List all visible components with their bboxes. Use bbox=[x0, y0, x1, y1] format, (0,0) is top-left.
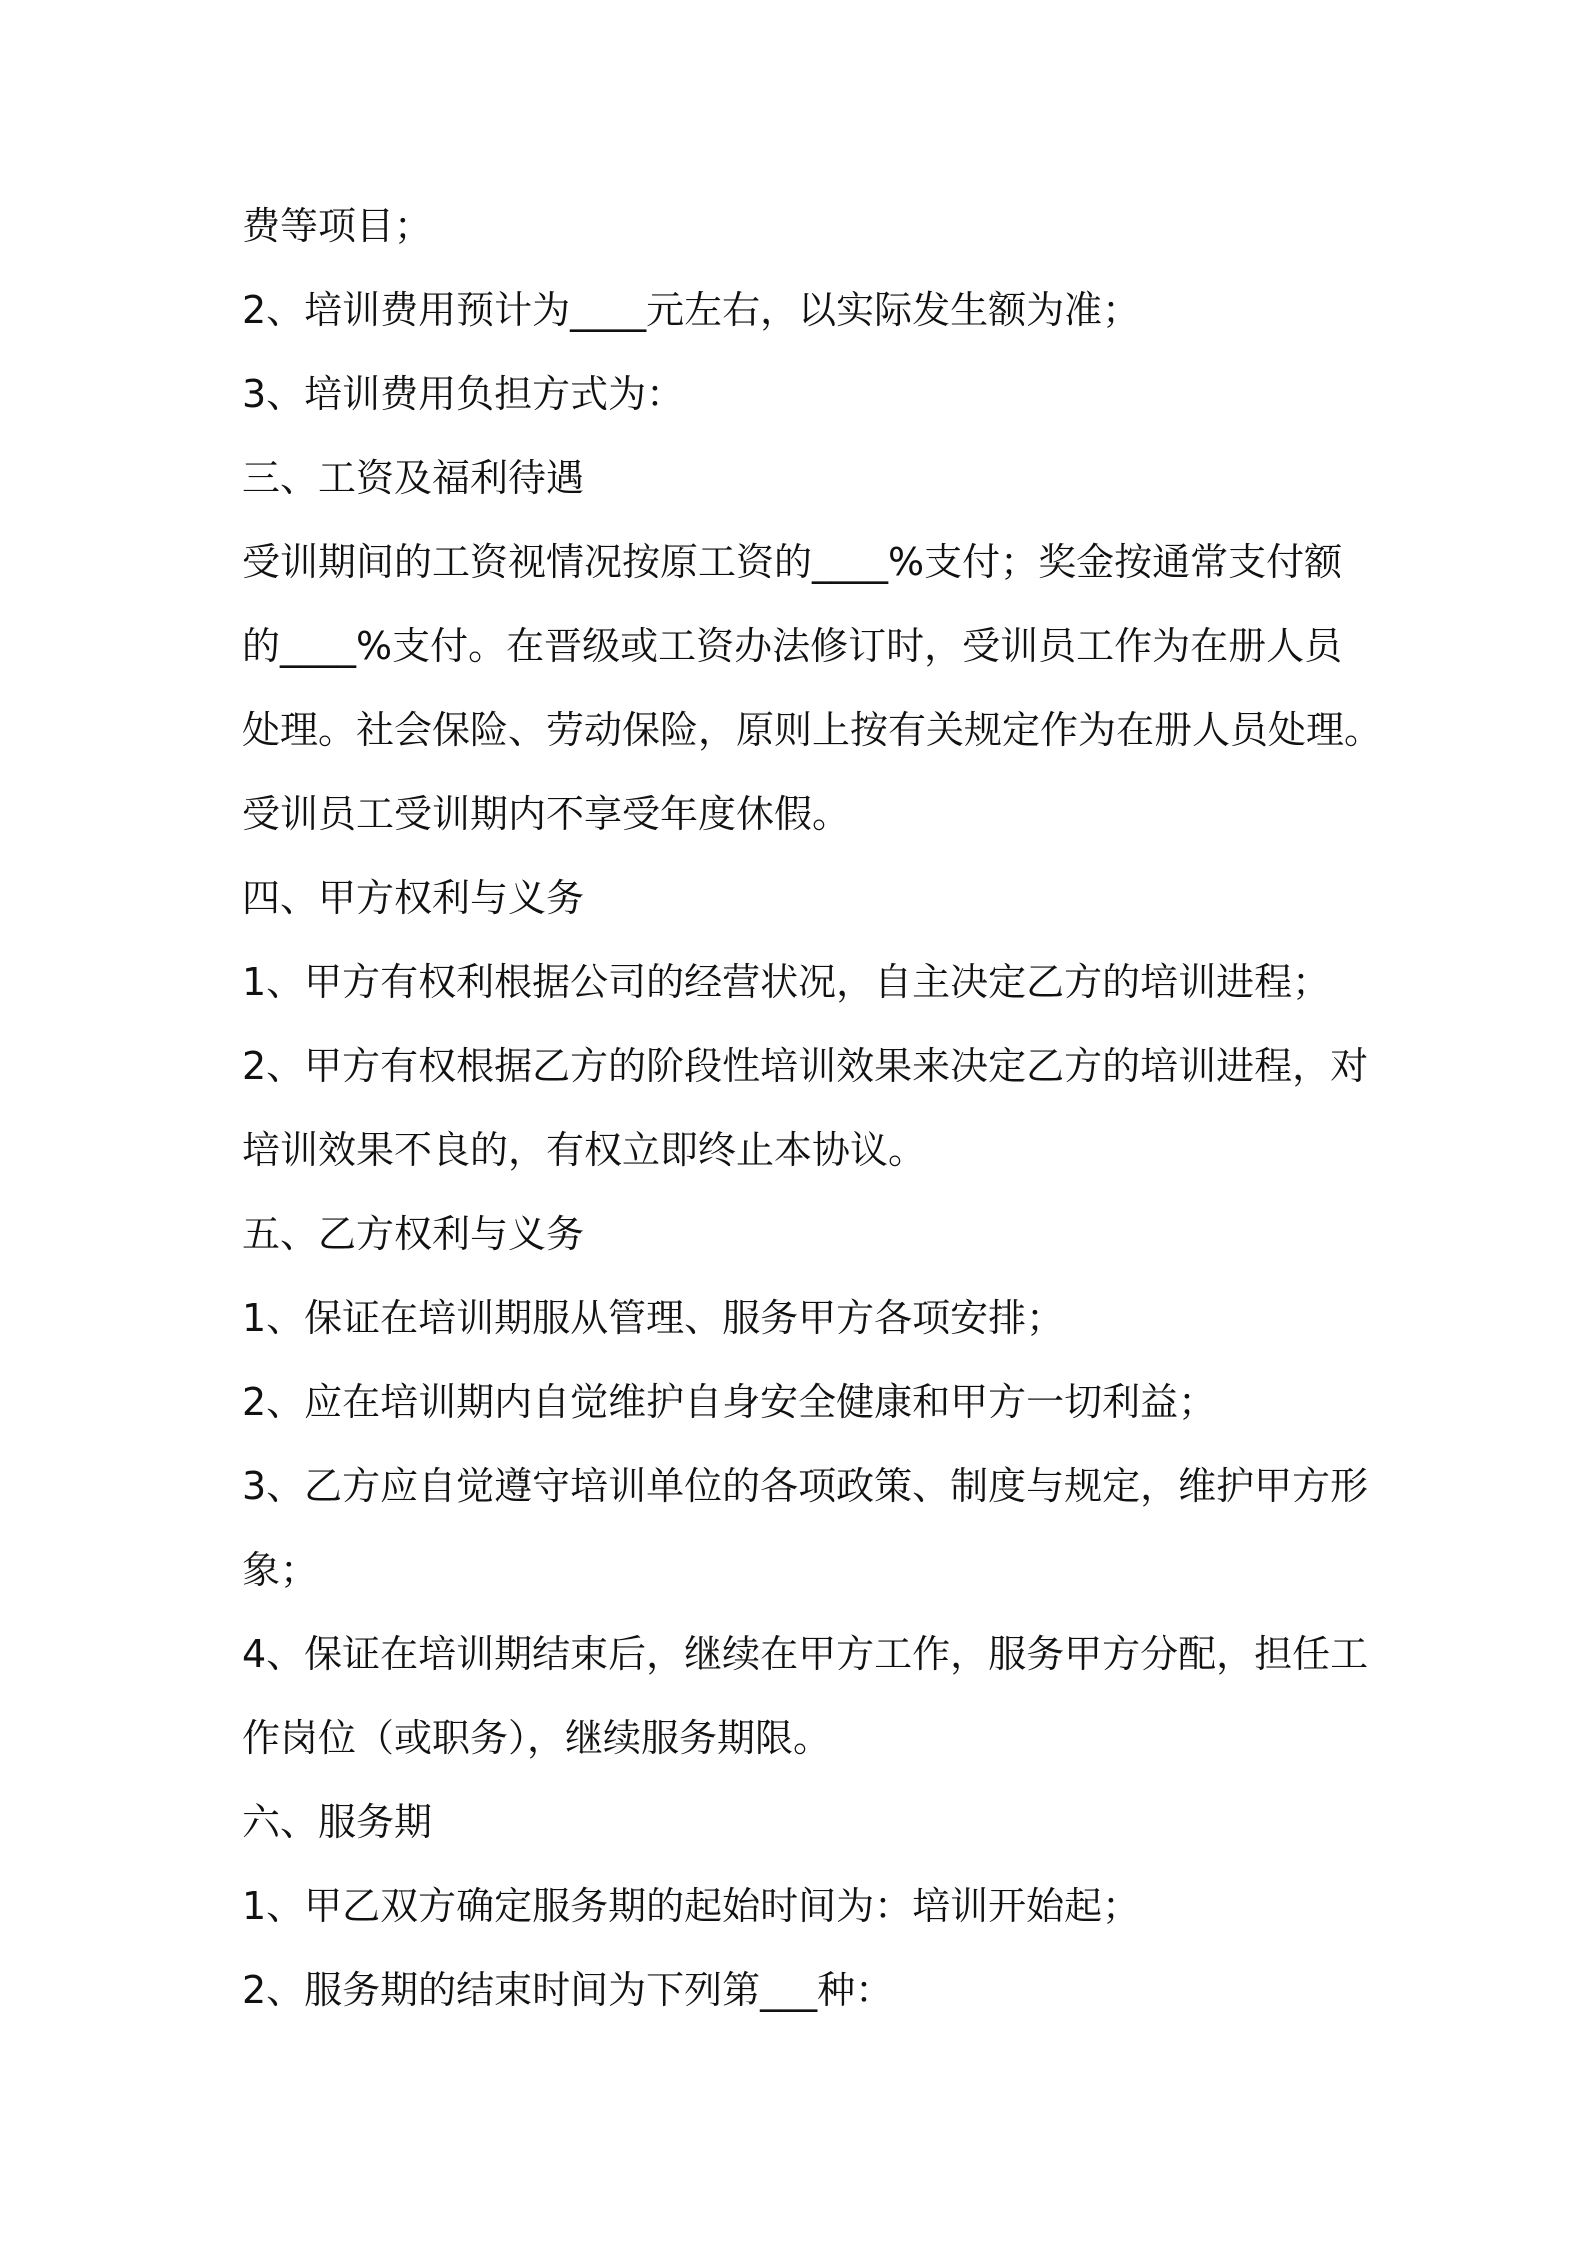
section-heading: 四、甲方权利与义务 bbox=[242, 876, 585, 920]
paragraph-line: 处理。社会保险、劳动保险，原则上按有关规定作为在册人员处理。 bbox=[242, 708, 1383, 752]
list-item bbox=[242, 1444, 1586, 1612]
list-item-line: 1、甲乙双方确定服务期的起始时间为：培训开始起； bbox=[242, 1884, 1141, 1928]
list-item-line: 2、培训费用预计为____元左右，以实际发生额为准； bbox=[242, 288, 1141, 332]
paragraph bbox=[242, 520, 1586, 856]
list-item-line: 2、甲方有权根据乙方的阶段性培训效果来决定乙方的培训进程，对 bbox=[242, 1044, 1369, 1088]
paragraph-line: 受训员工受训期内不享受年度休假。 bbox=[242, 792, 851, 836]
list-item bbox=[242, 268, 1586, 352]
section-wages-benefits bbox=[242, 436, 1586, 856]
list-item bbox=[242, 1864, 1586, 1948]
list-item-line: 3、培训费用负担方式为： bbox=[242, 372, 685, 416]
list-item-line: 2、服务期的结束时间为下列第___种： bbox=[242, 1968, 894, 2012]
list-item-line: 象； bbox=[242, 1548, 319, 1592]
list-item bbox=[242, 1612, 1586, 1780]
list-item bbox=[242, 352, 1586, 436]
section-heading: 五、乙方权利与义务 bbox=[242, 1212, 585, 1256]
list-item-line: 2、应在培训期内自觉维护自身安全健康和甲方一切利益； bbox=[242, 1380, 1217, 1424]
list-item-line: 3、乙方应自觉遵守培训单位的各项政策、制度与规定，维护甲方形 bbox=[242, 1464, 1369, 1508]
paragraph-line: 的____%支付。在晋级或工资办法修订时，受训员工作为在册人员 bbox=[242, 624, 1343, 668]
list-item bbox=[242, 1948, 1586, 2032]
section-service-period bbox=[242, 1780, 1586, 2032]
paragraph-line: 受训期间的工资视情况按原工资的____%支付；奖金按通常支付额 bbox=[242, 540, 1343, 584]
list-item-line: 1、保证在培训期服从管理、服务甲方各项安排； bbox=[242, 1296, 1065, 1340]
list-item bbox=[242, 1024, 1586, 1192]
list-item bbox=[242, 940, 1586, 1024]
section-party-b-rights bbox=[242, 1192, 1586, 1780]
list-item-line: 4、保证在培训期结束后，继续在甲方工作，服务甲方分配，担任工 bbox=[242, 1632, 1369, 1676]
list-item bbox=[242, 1360, 1586, 1444]
list-item-line: 1、甲方有权利根据公司的经营状况，自主决定乙方的培训进程； bbox=[242, 960, 1331, 1004]
list-item-line: 作岗位（或职务），继续服务期限。 bbox=[242, 1716, 832, 1760]
list-item bbox=[242, 1276, 1586, 1360]
section-training-fees-tail bbox=[242, 184, 1586, 436]
section-heading: 六、服务期 bbox=[242, 1800, 433, 1844]
list-item bbox=[242, 184, 1586, 268]
list-item-line: 培训效果不良的，有权立即终止本协议。 bbox=[242, 1128, 927, 1172]
section-party-a-rights bbox=[242, 856, 1586, 1192]
section-heading: 三、工资及福利待遇 bbox=[242, 456, 585, 500]
continuation-line: 费等项目； bbox=[242, 204, 433, 248]
